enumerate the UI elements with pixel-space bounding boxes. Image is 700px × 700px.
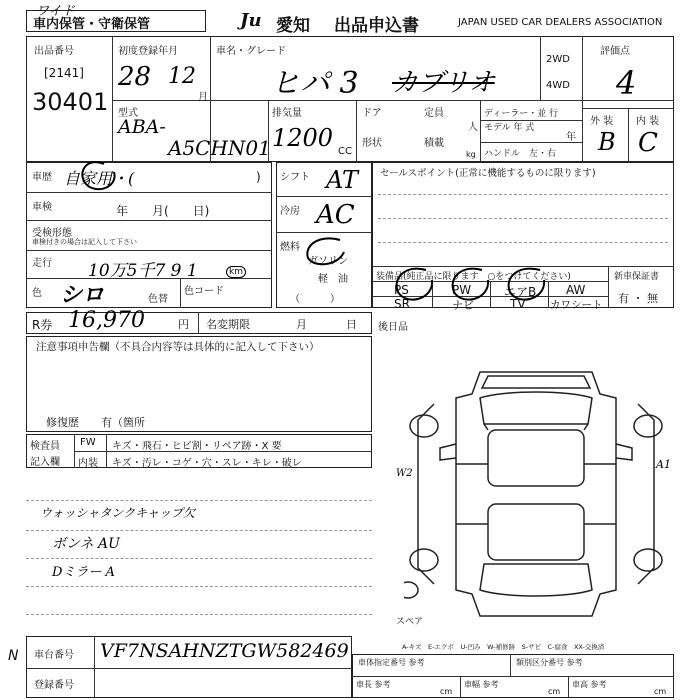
warranty-options: 有 ・ 無 xyxy=(618,292,658,305)
lot-no-label: 出品番号 xyxy=(34,46,74,57)
first-reg-label: 初度登録年月 xyxy=(118,46,178,57)
ju-logo: Ju xyxy=(240,10,262,31)
model-line1: ABA- xyxy=(118,116,166,138)
inspector-label: 検査員 xyxy=(30,441,60,452)
org-name: 愛知 xyxy=(276,16,310,36)
2wd-label: 2WD xyxy=(546,54,570,65)
width-label: 車幅 参考 xyxy=(464,680,499,689)
chassis-no-value: VF7NSAHNZTGW582469 xyxy=(100,640,349,662)
inspection-label: 車検 xyxy=(32,202,52,213)
interior-grade: C xyxy=(638,128,658,158)
ac-value: AC xyxy=(316,200,355,230)
form-label: 形状 xyxy=(362,138,382,149)
repair-history: 修復歴 有（箇所 xyxy=(46,416,145,429)
eq-leather: カワシート xyxy=(550,299,603,311)
fuel-light-oil: 軽 油 xyxy=(318,274,348,285)
year-unit: 年 xyxy=(566,132,576,143)
mileage-unit: km xyxy=(226,266,246,278)
fw-label: FW xyxy=(80,437,96,448)
reserve-label: R券 xyxy=(32,318,53,332)
form-title: 出品申込書 xyxy=(334,16,419,36)
notes-title: 注意事項申告欄（不具合内容等は具体的に記入して下さい） xyxy=(36,341,320,353)
spare-label: スペア xyxy=(396,617,424,627)
top-scribble: ワイド xyxy=(36,4,75,19)
note-line-3: Dミラー A xyxy=(52,565,115,580)
capacity-unit: 人 xyxy=(468,122,478,133)
fuel-label: 燃料 xyxy=(280,242,300,253)
equipment-label: 装備品(純正品に限ります ○をつけてください) xyxy=(376,272,571,282)
reg-no-label: 登録番号 xyxy=(34,680,74,691)
first-reg-year: 28 xyxy=(118,62,152,92)
displacement-value: 1200 xyxy=(272,124,334,152)
interior-label: 内 装 xyxy=(636,116,660,127)
height-label: 車高 参考 xyxy=(572,680,607,689)
entry-label: 記入欄 xyxy=(30,457,60,468)
handle-label: ハンドル 左・右 xyxy=(484,149,557,159)
eq-ps: PS xyxy=(394,283,409,297)
exterior-grade: B xyxy=(598,128,616,156)
yen-unit: 円 xyxy=(178,318,189,331)
reception-label: 受検形態 xyxy=(32,228,72,239)
fuel-other: （ ） xyxy=(290,294,340,305)
car-name-struck: カブリオ xyxy=(392,68,495,98)
height-unit: cm xyxy=(654,687,667,696)
model-label: 型式 xyxy=(118,108,138,119)
category-close-paren: ) xyxy=(256,170,261,184)
eq-tv: TV xyxy=(510,297,526,311)
ac-label: 冷房 xyxy=(280,206,300,217)
car-name-label: 車名・グレード xyxy=(216,46,286,57)
equipment-circle-marks xyxy=(376,264,556,312)
note-line-2: ボンネ AU xyxy=(52,536,120,552)
category-circle-mark xyxy=(74,156,122,196)
first-reg-month: 12 xyxy=(168,64,196,89)
car-name-value: ヒパ 3 xyxy=(270,66,359,101)
note-line-1: ウォッシャタンクキャップ欠 xyxy=(40,506,196,520)
chassis-side-mark: N xyxy=(8,648,19,664)
color-code-label: 色コード xyxy=(184,286,224,297)
length-label: 車長 参考 xyxy=(356,680,391,689)
fw-options: キズ・飛石・ヒビ割・リペア跡・X 要 xyxy=(112,441,282,452)
shift-value: AT xyxy=(326,166,359,194)
category-no-label: 類別区分番号 参考 xyxy=(516,658,583,667)
interior-options: キズ・汚レ・コゲ・穴・スレ・キレ・破レ xyxy=(112,458,302,469)
rating-value: 4 xyxy=(616,64,637,102)
shift-label: シフト xyxy=(280,172,310,183)
rating-label: 評価点 xyxy=(600,46,630,57)
eq-aw: AW xyxy=(566,283,586,297)
color-value: シロ xyxy=(60,282,105,308)
color-label: 色 xyxy=(32,288,42,299)
exterior-label: 外 装 xyxy=(590,116,614,127)
name-change-day: 日 xyxy=(346,318,357,331)
category-label: 車歴 xyxy=(32,172,52,183)
door-label: ドア xyxy=(362,108,382,119)
storage-label: 車内保管・守衛保管 xyxy=(33,17,151,32)
load-label: 積載 xyxy=(424,138,444,149)
4wd-label: 4WD xyxy=(546,80,570,91)
capacity-label: 定員 xyxy=(424,108,444,119)
lot-no-small: [2141] xyxy=(44,66,84,80)
reserve-amount: 16,970 xyxy=(68,308,145,333)
sales-point-label: セールスポイント(正常に機能するものに限ります) xyxy=(380,168,596,179)
eq-sr: SR xyxy=(394,297,410,311)
color-replace-label: 色替 xyxy=(148,294,168,305)
eq-aircon: エアB xyxy=(504,285,537,299)
body-designation-label: 車体指定番号 参考 xyxy=(358,658,425,667)
dealer-import-label: ディーラー・並 行 xyxy=(484,109,559,119)
category-value: 自家用・( xyxy=(64,169,135,188)
first-reg-month-unit: 月 xyxy=(198,92,208,103)
damage-legend: A-キズ E-エクボ U-凹み W-補修跡 S-サビ C-腐食 XX-交換済 xyxy=(402,643,605,651)
cc-unit: CC xyxy=(338,146,352,157)
interior-row-label: 内装 xyxy=(78,458,98,469)
displacement-label: 排気量 xyxy=(272,108,302,119)
mileage-value: 10万5千7 9 1 xyxy=(88,261,198,281)
name-change-label: 名変期限 xyxy=(206,318,250,331)
fuel-circle-mark xyxy=(298,234,356,270)
damage-w2: W2 xyxy=(396,468,413,479)
model-year-label: モデル 年 式 xyxy=(484,123,535,133)
name-change-month: 月 xyxy=(296,318,307,331)
mileage-label: 走行 xyxy=(32,258,52,269)
inspection-date-label: 年 月( 日) xyxy=(116,204,210,218)
length-unit: cm xyxy=(440,687,453,696)
reception-note: 車検付きの場合は記入して下さい xyxy=(32,238,137,246)
warranty-label: 新車保証書 xyxy=(614,272,660,282)
width-unit: cm xyxy=(548,687,561,696)
eq-navi: ナビ xyxy=(452,299,474,312)
association-name: JAPAN USED CAR DEALERS ASSOCIATION xyxy=(458,17,663,28)
eq-pw: PW xyxy=(452,283,472,297)
chassis-no-label: 車台番号 xyxy=(34,650,74,661)
fuel-gasoline: ガソリン xyxy=(308,256,348,267)
lot-no-value: 30401 xyxy=(32,88,109,116)
car-damage-diagram xyxy=(404,364,668,624)
model-line2: A5CHN01 xyxy=(168,136,271,160)
damage-a1: A1 xyxy=(656,458,671,471)
load-unit: kg xyxy=(466,150,476,159)
storage-box xyxy=(26,10,206,32)
later-date-label: 後日品 xyxy=(378,322,408,333)
